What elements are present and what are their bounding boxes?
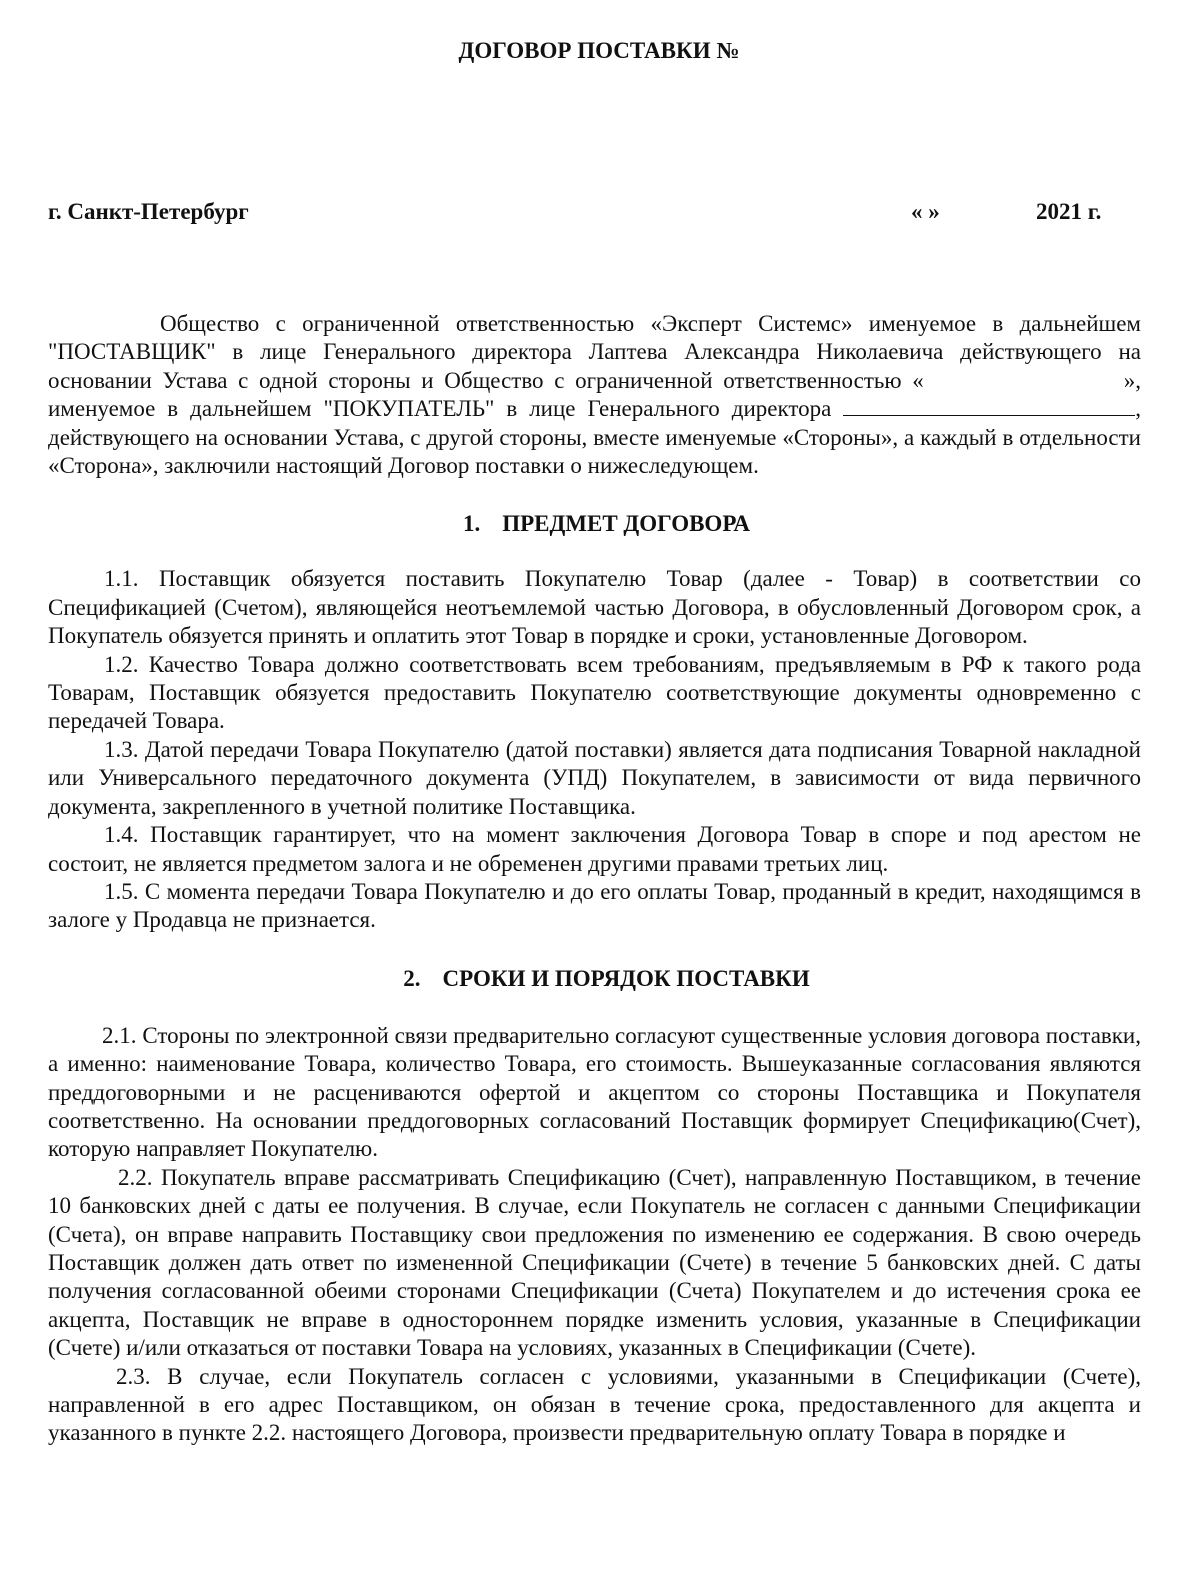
clause-1-4: 1.4. Поставщик гарантирует, что на момент заключения Договора Товар в споре и под арестом не состоит, не является предметом залога и не обременен другими правами третьих лиц. xyxy=(48,822,1141,876)
clause-1-1: 1.1. Поставщик обязуется поставить Покупателю Товар (далее - Товар) в соответствии со Спецификацией (Счетом), являющейся неотъемлемой частью Договора, в обусловленный Договором срок, а Покупатель обязуется принять и оплатить этот Товар в порядке и сроки, установленные Договором. xyxy=(48,566,1141,649)
section-title: ПРЕДМЕТ ДОГОВОРА xyxy=(502,511,751,537)
section-number: 1. xyxy=(462,511,481,537)
clause-1-2: 1.2. Качество Товара должно соответствовать всем требованиям, предъявляемым в РФ к такого рода Товарам, Поставщик обязуется предоставить Покупателю соответствующие документы одновременно с передачей Товара. xyxy=(48,651,1141,734)
document-title: ДОГОВОР ПОСТАВКИ № xyxy=(458,38,740,63)
section-title: СРОКИ И ПОРЯДОК ПОСТАВКИ xyxy=(442,965,810,991)
clause-2-2: 2.2. Покупатель вправе рассматривать Спецификацию (Счет), направленную Поставщиком, в течение 10 банковских дней с даты ее получения. В случае, если Покупатель не согласен с данными Спецификации (Счета), он вправе направить Поставщику свои предложения по изменению ее содержания. В свою очередь Поставщик должен дать ответ по измененной Спецификации (Счете) в течение 5 банковских дней. С даты получения согласованной обеими сторонами Спецификации (Счета) Покупателем и до истечения срока ее акцепта, Поставщик не вправе в одностороннем порядке изменить условия, указанные в Спецификации (Счете) и/или отказаться от поставки Товара на условиях, указанных в Спецификации (Счете). xyxy=(48,1164,1141,1361)
intro-paragraph xyxy=(48,310,1141,480)
contract-city: г. Санкт-Петербург xyxy=(48,199,249,224)
clause-2-3: 2.3. В случае, если Покупатель согласен с условиями, указанными в Спецификации (Счете), направленной в его адрес Поставщиком, он обязан в течение срока, предоставленного для акцепта и указанного в пункте 2.2. настоящего Договора, произвести предварительную оплату Товара в порядке и xyxy=(48,1363,1141,1446)
clause-1-5: 1.5. С момента передачи Товара Покупателю и до его оплаты Товар, проданный в кредит, находящимся в залоге у Продавца не признается. xyxy=(48,878,1141,933)
contract-year: 2021 г. xyxy=(1036,199,1102,224)
intro-part-3: , действующего на основании Устава, с другой стороны, вместе именуемые «Стороны», а каждый в отдельности «Сторона», заключили настоящий Договор поставки о нижеследующем. xyxy=(48,396,1142,479)
clause-1-3: 1.3. Датой передачи Товара Покупателю (датой поставки) является дата подписания Товарной накладной или Универсального передаточного документа (УПД) Покупателем, в зависимости от вида первичного документа, закрепленного в учетной политике Поставщика. xyxy=(48,736,1141,819)
section-number: 2. xyxy=(403,965,421,991)
section-1-heading xyxy=(48,509,1141,539)
intro-part-1: Общество с ограниченной ответственностью «Эксперт Системс» именуемое в дальнейшем "ПОСТАВЩИК" в лице Генерального директора Лаптева Александра Николаевича действующего на основании Устава с одной стороны и Общество с ограниченной ответственностью « xyxy=(48,311,1141,393)
director-name-blank xyxy=(843,395,1135,416)
document-body xyxy=(48,310,1141,1448)
section-2-heading xyxy=(48,964,1141,994)
contract-date-placeholder: « » xyxy=(911,199,940,224)
intro-part-2: », именуемое в дальнейшем "ПОКУПАТЕЛЬ" в лице Генерального директора xyxy=(48,367,1141,422)
clause-2-1: 2.1. Стороны по электронной связи предварительно согласуют существенные условия договора поставки, а именно: наименование Товара, количество Товара, его стоимость. Вышеуказанные согласования являются преддоговорными и не расцениваются офертой и акцептом со стороны Поставщика и Покупателя соответственно. На основании преддоговорных согласований Поставщик формирует Спецификацию(Счет), которую направляет Покупателю. xyxy=(48,1022,1141,1162)
